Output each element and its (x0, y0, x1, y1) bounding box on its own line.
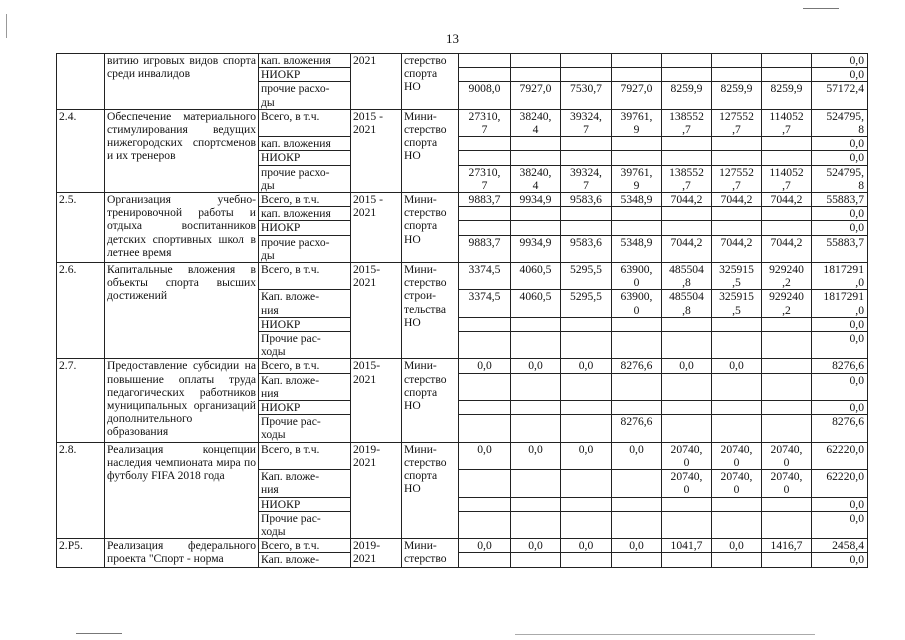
year-value-cell (612, 207, 662, 221)
year-value-cell (561, 221, 612, 235)
year-value-cell: 8259,9 (712, 82, 762, 109)
item-num: 2.6. (57, 263, 105, 359)
year-value-cell (511, 470, 561, 497)
year-value-cell (712, 373, 762, 400)
year-value-cell (561, 54, 612, 68)
year-value-cell (712, 497, 762, 511)
year-value-cell (511, 553, 561, 567)
year-value-cell: 8259,9 (762, 82, 812, 109)
year-value-cell: 39761, 9 (612, 109, 662, 136)
year-value-cell: 5348,9 (612, 193, 662, 207)
item-period: 2019- 2021 (351, 442, 402, 538)
year-value-cell: 485504 ,8 (662, 290, 712, 317)
year-value-cell (612, 332, 662, 359)
total-value-cell: 0,0 (812, 553, 868, 567)
year-value-cell (511, 401, 561, 415)
year-value-cell (459, 470, 511, 497)
year-value-cell (762, 317, 812, 331)
total-value-cell: 524795, 8 (812, 165, 868, 192)
year-value-cell (712, 317, 762, 331)
year-value-cell: 0,0 (561, 359, 612, 373)
year-value-cell (459, 553, 511, 567)
expense-type: Прочие рас- ходы (259, 415, 351, 442)
year-value-cell (712, 401, 762, 415)
expense-type: Всего, в т.ч. (259, 442, 351, 469)
table-row (57, 539, 868, 553)
expense-type: Кап. вложе- (259, 553, 351, 567)
year-value-cell (561, 401, 612, 415)
year-value-cell (712, 332, 762, 359)
year-value-cell (612, 470, 662, 497)
year-value-cell (662, 137, 712, 151)
year-value-cell: 0,0 (459, 539, 511, 553)
year-value-cell (762, 401, 812, 415)
year-value-cell (561, 497, 612, 511)
year-value-cell: 63900, 0 (612, 290, 662, 317)
year-value-cell: 3374,5 (459, 263, 511, 290)
table-row (57, 263, 868, 290)
margin-mark-bottom-left (76, 633, 122, 634)
expense-type: кап. вложения (259, 207, 351, 221)
item-executor: Мини- стерство спорта НО (402, 442, 459, 538)
item-period: 2015 - 2021 (351, 193, 402, 263)
item-num: 2.7. (57, 359, 105, 442)
year-value-cell: 0,0 (612, 442, 662, 469)
year-value-cell: 9583,6 (561, 193, 612, 207)
item-executor: Мини- стерство спорта НО (402, 359, 459, 442)
year-value-cell (561, 415, 612, 442)
year-value-cell: 38240, 4 (511, 165, 561, 192)
year-value-cell (712, 68, 762, 82)
year-value-cell: 8259,9 (662, 82, 712, 109)
year-value-cell: 138552 ,7 (662, 109, 712, 136)
year-value-cell: 0,0 (612, 539, 662, 553)
year-value-cell: 1041,7 (662, 539, 712, 553)
year-value-cell (511, 54, 561, 68)
year-value-cell (762, 54, 812, 68)
expense-type: Кап. вложе- ния (259, 290, 351, 317)
year-value-cell: 20740, 0 (762, 442, 812, 469)
year-value-cell: 9883,7 (459, 235, 511, 262)
year-value-cell (762, 497, 812, 511)
year-value-cell (762, 332, 812, 359)
total-value-cell: 0,0 (812, 54, 868, 68)
year-value-cell (712, 511, 762, 538)
year-value-cell (662, 415, 712, 442)
total-value-cell: 1817291 ,0 (812, 290, 868, 317)
year-value-cell (561, 151, 612, 165)
expense-type: Кап. вложе- ния (259, 470, 351, 497)
total-value-cell: 0,0 (812, 151, 868, 165)
year-value-cell: 7044,2 (662, 235, 712, 262)
year-value-cell: 485504 ,8 (662, 263, 712, 290)
year-value-cell (612, 511, 662, 538)
expense-type: Кап. вложе- ния (259, 373, 351, 400)
total-value-cell: 0,0 (812, 373, 868, 400)
table-row (57, 442, 868, 469)
item-name: Предоставление субсидии на повышение оплаты труда педагогических работников муниципальных организаций дополнительного образования (105, 359, 259, 442)
total-value-cell: 55883,7 (812, 235, 868, 262)
item-name: Реализация федерального проекта "Спорт - норма (105, 539, 259, 567)
budget-table (56, 53, 868, 568)
table-row (57, 54, 868, 68)
year-value-cell: 1416,7 (762, 539, 812, 553)
expense-type: НИОКР (259, 317, 351, 331)
year-value-cell (511, 415, 561, 442)
year-value-cell: 63900, 0 (612, 263, 662, 290)
expense-type: кап. вложения (259, 137, 351, 151)
year-value-cell: 20740, 0 (712, 442, 762, 469)
item-executor: Мини- стерство строи- тельства НО (402, 263, 459, 359)
year-value-cell: 5295,5 (561, 290, 612, 317)
year-value-cell (712, 54, 762, 68)
margin-mark-bottom-right (515, 634, 815, 635)
year-value-cell (612, 553, 662, 567)
year-value-cell: 4060,5 (511, 290, 561, 317)
year-value-cell (662, 511, 712, 538)
expense-type: Всего, в т.ч. (259, 263, 351, 290)
total-value-cell: 0,0 (812, 401, 868, 415)
item-name: Реализация концепции наследия чемпионата мира по футболу FIFA 2018 года (105, 442, 259, 538)
year-value-cell: 9583,6 (561, 235, 612, 262)
year-value-cell (712, 137, 762, 151)
expense-type: кап. вложения (259, 54, 351, 68)
total-value-cell: 8276,6 (812, 415, 868, 442)
total-value-cell: 62220,0 (812, 442, 868, 469)
year-value-cell (612, 317, 662, 331)
year-value-cell: 0,0 (561, 539, 612, 553)
year-value-cell (762, 415, 812, 442)
year-value-cell (612, 221, 662, 235)
year-value-cell (612, 151, 662, 165)
year-value-cell: 8276,6 (612, 415, 662, 442)
year-value-cell (662, 207, 712, 221)
year-value-cell (762, 207, 812, 221)
year-value-cell: 38240, 4 (511, 109, 561, 136)
year-value-cell: 8276,6 (612, 359, 662, 373)
expense-type: Всего, в т.ч. (259, 193, 351, 207)
year-value-cell: 929240 ,2 (762, 290, 812, 317)
year-value-cell (459, 373, 511, 400)
year-value-cell (662, 373, 712, 400)
year-value-cell (612, 137, 662, 151)
year-value-cell: 127552 ,7 (712, 165, 762, 192)
year-value-cell (511, 151, 561, 165)
year-value-cell (762, 68, 812, 82)
year-value-cell (612, 401, 662, 415)
item-executor: Мини- стерство (402, 539, 459, 567)
year-value-cell (662, 401, 712, 415)
year-value-cell (511, 497, 561, 511)
item-period: 2021 (351, 54, 402, 110)
year-value-cell (459, 221, 511, 235)
year-value-cell (612, 68, 662, 82)
year-value-cell: 7044,2 (762, 193, 812, 207)
year-value-cell: 0,0 (712, 359, 762, 373)
year-value-cell (662, 553, 712, 567)
year-value-cell: 9883,7 (459, 193, 511, 207)
year-value-cell (459, 317, 511, 331)
year-value-cell: 325915 ,5 (712, 263, 762, 290)
year-value-cell (712, 151, 762, 165)
year-value-cell (459, 68, 511, 82)
expense-type: прочие расхо- ды (259, 82, 351, 109)
total-value-cell: 2458,4 (812, 539, 868, 553)
item-num (57, 54, 105, 110)
item-name: Организация учебно-тренировочной работы и отдыха воспитанников детских спортивных школ в летнее время (105, 193, 259, 263)
total-value-cell: 57172,4 (812, 82, 868, 109)
year-value-cell: 9008,0 (459, 82, 511, 109)
year-value-cell (561, 332, 612, 359)
item-period: 2015- 2021 (351, 359, 402, 442)
year-value-cell (511, 221, 561, 235)
year-value-cell (459, 511, 511, 538)
item-executor: стерство спорта НО (402, 54, 459, 110)
year-value-cell (511, 68, 561, 82)
year-value-cell: 5348,9 (612, 235, 662, 262)
total-value-cell: 0,0 (812, 221, 868, 235)
year-value-cell (561, 511, 612, 538)
year-value-cell (662, 221, 712, 235)
year-value-cell (561, 553, 612, 567)
expense-type: Прочие рас- ходы (259, 332, 351, 359)
year-value-cell (612, 373, 662, 400)
expense-type: НИОКР (259, 497, 351, 511)
total-value-cell: 0,0 (812, 332, 868, 359)
year-value-cell: 27310, 7 (459, 165, 511, 192)
year-value-cell (712, 221, 762, 235)
year-value-cell (662, 332, 712, 359)
item-executor: Мини- стерство спорта НО (402, 193, 459, 263)
item-executor: Мини- стерство спорта НО (402, 109, 459, 192)
year-value-cell: 7044,2 (762, 235, 812, 262)
item-num: 2.5. (57, 193, 105, 263)
year-value-cell: 0,0 (712, 539, 762, 553)
item-num: 2.8. (57, 442, 105, 538)
item-num: 2.Р5. (57, 539, 105, 567)
year-value-cell: 0,0 (561, 442, 612, 469)
year-value-cell: 0,0 (511, 539, 561, 553)
year-value-cell: 7044,2 (712, 193, 762, 207)
year-value-cell: 127552 ,7 (712, 109, 762, 136)
year-value-cell (511, 332, 561, 359)
total-value-cell: 8276,6 (812, 359, 868, 373)
item-name: Обеспечение материального стимулирования ведущих нижегородских спортсменов и их тренеров (105, 109, 259, 192)
table-row (57, 109, 868, 136)
year-value-cell (712, 553, 762, 567)
page-number: 13 (446, 31, 459, 46)
year-value-cell (459, 401, 511, 415)
total-value-cell: 1817291 ,0 (812, 263, 868, 290)
total-value-cell: 55883,7 (812, 193, 868, 207)
year-value-cell: 929240 ,2 (762, 263, 812, 290)
year-value-cell: 0,0 (511, 442, 561, 469)
year-value-cell: 7530,7 (561, 82, 612, 109)
year-value-cell (511, 511, 561, 538)
year-value-cell (762, 373, 812, 400)
year-value-cell: 4060,5 (511, 263, 561, 290)
year-value-cell (762, 511, 812, 538)
table-row (57, 359, 868, 373)
item-name: витию игровых видов спорта среди инвалидов (105, 54, 259, 110)
year-value-cell: 20740, 0 (762, 470, 812, 497)
expense-type: НИОКР (259, 151, 351, 165)
year-value-cell (712, 207, 762, 221)
year-value-cell: 0,0 (511, 359, 561, 373)
item-period: 2019- 2021 (351, 539, 402, 567)
expense-type: Прочие рас- ходы (259, 511, 351, 538)
year-value-cell (762, 151, 812, 165)
year-value-cell: 325915 ,5 (712, 290, 762, 317)
year-value-cell: 0,0 (459, 442, 511, 469)
year-value-cell (511, 207, 561, 221)
year-value-cell (459, 207, 511, 221)
year-value-cell (662, 497, 712, 511)
margin-mark-top (803, 8, 839, 9)
year-value-cell (612, 54, 662, 68)
total-value-cell: 0,0 (812, 137, 868, 151)
item-num: 2.4. (57, 109, 105, 192)
item-name: Капитальные вложения в объекты спорта высших достижений (105, 263, 259, 359)
year-value-cell (561, 207, 612, 221)
year-value-cell: 27310, 7 (459, 109, 511, 136)
year-value-cell (459, 332, 511, 359)
year-value-cell (561, 68, 612, 82)
expense-type: прочие расхо- ды (259, 165, 351, 192)
year-value-cell: 20740, 0 (662, 442, 712, 469)
year-value-cell (762, 359, 812, 373)
expense-type: НИОКР (259, 68, 351, 82)
year-value-cell (662, 68, 712, 82)
expense-type: НИОКР (259, 221, 351, 235)
year-value-cell: 114052 ,7 (762, 109, 812, 136)
item-period: 2015- 2021 (351, 263, 402, 359)
year-value-cell: 39324, 7 (561, 165, 612, 192)
year-value-cell: 0,0 (459, 359, 511, 373)
year-value-cell: 114052 ,7 (762, 165, 812, 192)
year-value-cell: 138552 ,7 (662, 165, 712, 192)
total-value-cell: 0,0 (812, 497, 868, 511)
year-value-cell: 7044,2 (712, 235, 762, 262)
year-value-cell (712, 415, 762, 442)
year-value-cell: 39324, 7 (561, 109, 612, 136)
year-value-cell (561, 137, 612, 151)
year-value-cell (511, 373, 561, 400)
year-value-cell (561, 373, 612, 400)
year-value-cell (762, 137, 812, 151)
total-value-cell: 62220,0 (812, 470, 868, 497)
year-value-cell: 7044,2 (662, 193, 712, 207)
year-value-cell (662, 151, 712, 165)
year-value-cell: 20740, 0 (712, 470, 762, 497)
year-value-cell: 0,0 (662, 359, 712, 373)
year-value-cell (459, 54, 511, 68)
expense-type: Всего, в т.ч. (259, 359, 351, 373)
year-value-cell (612, 497, 662, 511)
year-value-cell (662, 317, 712, 331)
year-value-cell (511, 317, 561, 331)
item-period: 2015 - 2021 (351, 109, 402, 192)
year-value-cell (762, 553, 812, 567)
total-value-cell: 0,0 (812, 207, 868, 221)
year-value-cell (459, 415, 511, 442)
expense-type: Всего, в т.ч. (259, 109, 351, 136)
year-value-cell (561, 470, 612, 497)
total-value-cell: 0,0 (812, 68, 868, 82)
total-value-cell: 524795, 8 (812, 109, 868, 136)
year-value-cell (459, 497, 511, 511)
year-value-cell (511, 137, 561, 151)
year-value-cell (561, 317, 612, 331)
margin-mark-left (6, 14, 7, 38)
year-value-cell: 7927,0 (612, 82, 662, 109)
year-value-cell (459, 137, 511, 151)
expense-type: прочие расхо- ды (259, 235, 351, 262)
year-value-cell (762, 221, 812, 235)
year-value-cell: 39761, 9 (612, 165, 662, 192)
year-value-cell: 9934,9 (511, 193, 561, 207)
total-value-cell: 0,0 (812, 511, 868, 538)
year-value-cell: 5295,5 (561, 263, 612, 290)
year-value-cell: 3374,5 (459, 290, 511, 317)
year-value-cell (662, 54, 712, 68)
year-value-cell: 9934,9 (511, 235, 561, 262)
expense-type: НИОКР (259, 401, 351, 415)
table-row (57, 193, 868, 207)
year-value-cell: 7927,0 (511, 82, 561, 109)
year-value-cell: 20740, 0 (662, 470, 712, 497)
total-value-cell: 0,0 (812, 317, 868, 331)
expense-type: Всего, в т.ч. (259, 539, 351, 553)
year-value-cell (459, 151, 511, 165)
